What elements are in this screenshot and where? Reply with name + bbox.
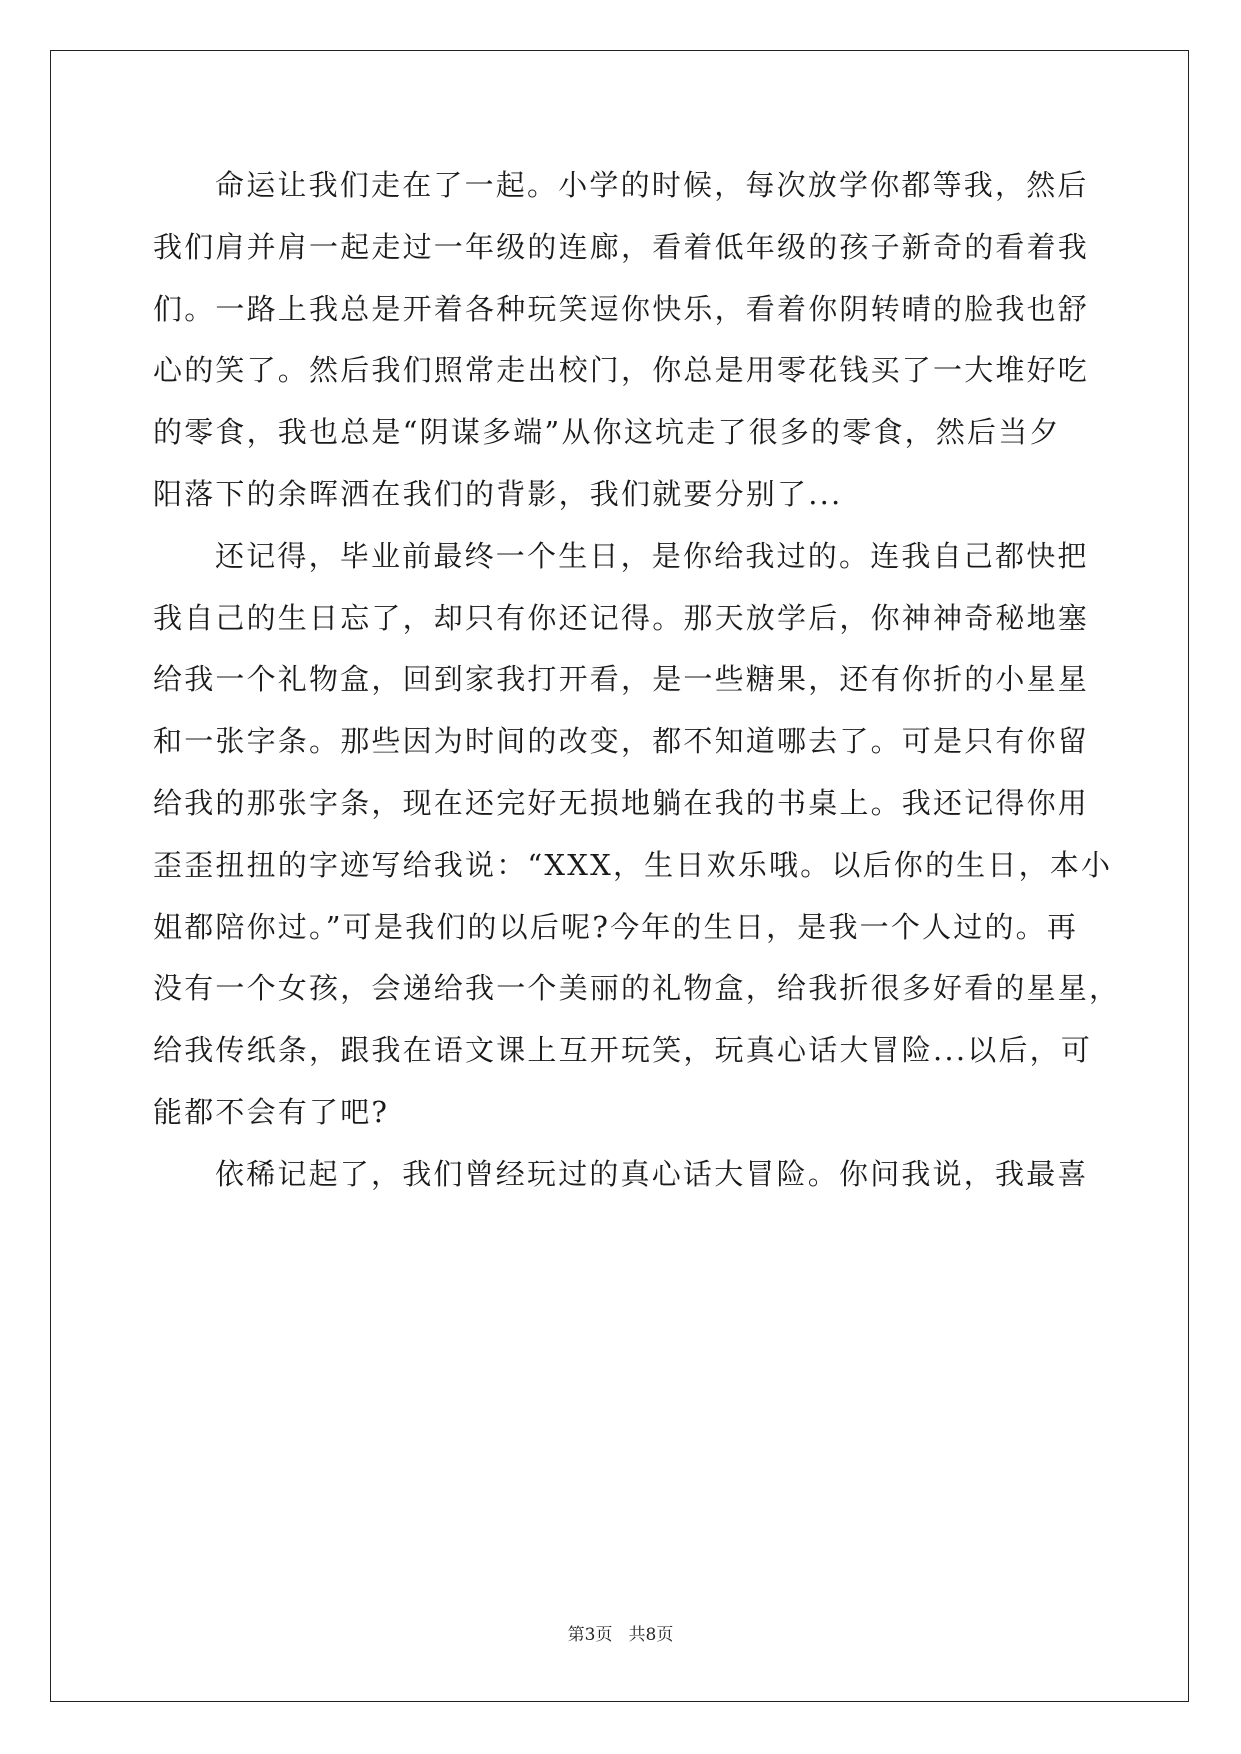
paragraph-3 [153, 1144, 1089, 1206]
document-body [153, 155, 1121, 1206]
text-line: 歪歪扭扭的字迹写给我说：“XXX，生日欢乐哦。以后你的生日，本小 [153, 847, 1113, 882]
text-line: 们。一路上我总是开着各种玩笑逗你快乐，看着你阴转晴的脸我也舒 [153, 291, 1090, 326]
text-line: 和一张字条。那些因为时间的改变，都不知道哪去了。可是只有你留 [153, 724, 1090, 759]
paragraph-1 [153, 155, 1089, 526]
text-line: 没有一个女孩，会递给我一个美丽的礼物盒，给我折很多好看的星星， [153, 971, 1121, 1006]
text-line: 姐都陪你过。”可是我们的以后呢?今年的生日，是我一个人过的。再 [153, 909, 1079, 944]
text-line: 命运让我们走在了一起。小学的时候，每次放学你都等我，然后 [215, 168, 1089, 202]
text-line: 心的笑了。然后我们照常走出校门，你总是用零花钱买了一大堆好吃 [153, 353, 1090, 388]
text-line: 阳落下的余晖洒在我们的背影，我们就要分别了... [153, 476, 843, 511]
text-line: 我自己的生日忘了，却只有你还记得。那天放学后，你神神奇秘地塞 [153, 600, 1090, 635]
text-line: 的零食，我也总是“阴谋多端”从你这坑走了很多的零食，然后当夕 [153, 415, 1061, 450]
page-footer [0, 1620, 1241, 1645]
text-line: 给我传纸条，跟我在语文课上互开玩笑，玩真心话大冒险...以后，可 [153, 1033, 1093, 1068]
text-line: 我们肩并肩一起走过一年级的连廊，看着低年级的孩子新奇的看着我 [153, 229, 1090, 264]
page-total: 共8页 [628, 1625, 674, 1645]
page-number: 第3页 [567, 1625, 613, 1645]
text-line: 能都不会有了吧? [153, 1094, 390, 1129]
text-line: 给我一个礼物盒，回到家我打开看，是一些糖果，还有你折的小星星 [153, 662, 1090, 697]
text-line: 给我的那张字条，现在还完好无损地躺在我的书桌上。我还记得你用 [153, 785, 1090, 820]
text-line: 依稀记起了，我们曾经玩过的真心话大冒险。你问我说，我最喜 [215, 1156, 1089, 1191]
paragraph-2 [153, 526, 1121, 1144]
text-line: 还记得，毕业前最终一个生日，是你给我过的。连我自己都快把 [215, 538, 1089, 573]
